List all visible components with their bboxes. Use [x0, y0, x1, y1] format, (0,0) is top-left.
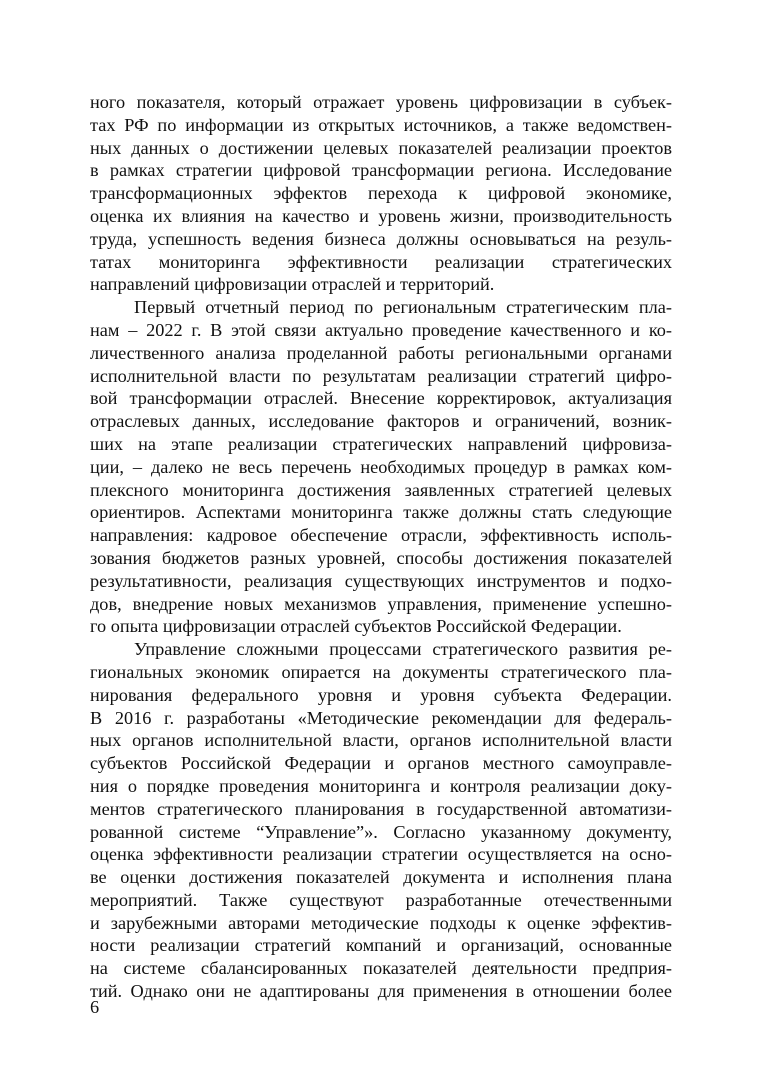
text-line: субъектов Российской Федерации и органов местного самоуправле- — [90, 753, 672, 774]
text-line: Первый отчетный период по региональным стратегическим пла- — [134, 297, 672, 318]
text-line: нирования федерального уровня и уровня субъекта Федерации. — [90, 684, 672, 705]
text-line: дов, внедрение новых механизмов управления, применение успешно- — [90, 593, 672, 614]
text-line: гиональных экономик опирается на документы стратегического пла- — [90, 661, 672, 682]
text-line: исполнительной власти по результатам реализации стратегий цифро- — [90, 365, 672, 386]
text-line: тах РФ по информации из открытых источников, а также ведомствен- — [90, 114, 672, 135]
text-line: тий. Однако они не адаптированы для применения в отношении более — [90, 981, 672, 1002]
text-line: ве оценки достижения показателей документа и исполнения плана — [90, 867, 672, 888]
text-line: ориентиров. Аспектами мониторинга также должны стать следующие — [90, 502, 672, 523]
text-line: трансформационных эффектов перехода к цифровой экономике, — [90, 183, 672, 204]
paragraph — [90, 296, 672, 638]
text-line: плексного мониторинга достижения заявленных стратегией целевых — [90, 479, 672, 500]
text-line: отраслевых данных, исследование факторов и ограничений, возник- — [90, 411, 672, 432]
text-line: мероприятий. Также существуют разработанные отечественными — [90, 889, 672, 910]
text-line: труда, успешность ведения бизнеса должны основываться на резуль- — [90, 228, 672, 249]
text-line: зования бюджетов разных уровней, способы достижения показателей — [90, 547, 672, 568]
text-line: ных данных о достижении целевых показателей реализации проектов — [90, 137, 672, 158]
text-line: оценка эффективности реализации стратегии осуществляется на осно- — [90, 844, 672, 865]
text-line: татах мониторинга эффективности реализации стратегических — [90, 251, 672, 272]
text-line: ного показателя, который отражает уровень цифровизации в субъек- — [90, 92, 672, 112]
text-line: нам – 2022 г. В этой связи актуально проведение качественного и ко- — [90, 319, 672, 340]
text-line: ных органов исполнительной власти, органов исполнительной власти — [90, 730, 672, 751]
text-line: го опыта цифровизации отраслей субъектов Российской Федерации. — [90, 616, 622, 637]
text-line: оценка их влияния на качество и уровень жизни, производительность — [90, 205, 672, 226]
text-line: и зарубежными авторами методические подходы к оценке эффектив- — [90, 912, 672, 933]
text-line: ния о порядке проведения мониторинга и контроля реализации доку- — [90, 775, 672, 796]
text-line: Управление сложными процессами стратегического развития ре- — [134, 639, 672, 660]
body-text — [90, 91, 672, 1003]
text-line: ментов стратегического планирования в государственной автоматизи- — [90, 798, 672, 819]
text-line: вой трансформации отраслей. Внесение корректировок, актуализация — [90, 388, 672, 409]
text-line: на системе сбалансированных показателей деятельности предприя- — [90, 958, 672, 979]
page-number: 6 — [90, 997, 100, 1017]
text-line: результативности, реализация существующих инструментов и подхо- — [90, 570, 672, 591]
text-line: ших на этапе реализации стратегических направлений цифровиза- — [90, 433, 672, 454]
text-line: рованной системе “Управление”». Согласно указанному документу, — [90, 821, 672, 842]
text-line: направления: кадровое обеспечение отрасли, эффективность исполь- — [90, 525, 672, 546]
paragraph — [90, 638, 672, 1003]
text-line: ции, – далеко не весь перечень необходимых процедур в рамках ком- — [90, 456, 672, 477]
text-line: В 2016 г. разработаны «Методические рекомендации для федераль- — [90, 707, 672, 728]
text-line: направлений цифровизации отраслей и территорий. — [90, 274, 495, 295]
text-line: личественного анализа проделанной работы региональными органами — [90, 342, 672, 363]
paragraph — [90, 91, 672, 296]
text-line: ности реализации стратегий компаний и организаций, основанные — [90, 935, 672, 956]
text-line: в рамках стратегии цифровой трансформации региона. Исследование — [90, 160, 672, 181]
